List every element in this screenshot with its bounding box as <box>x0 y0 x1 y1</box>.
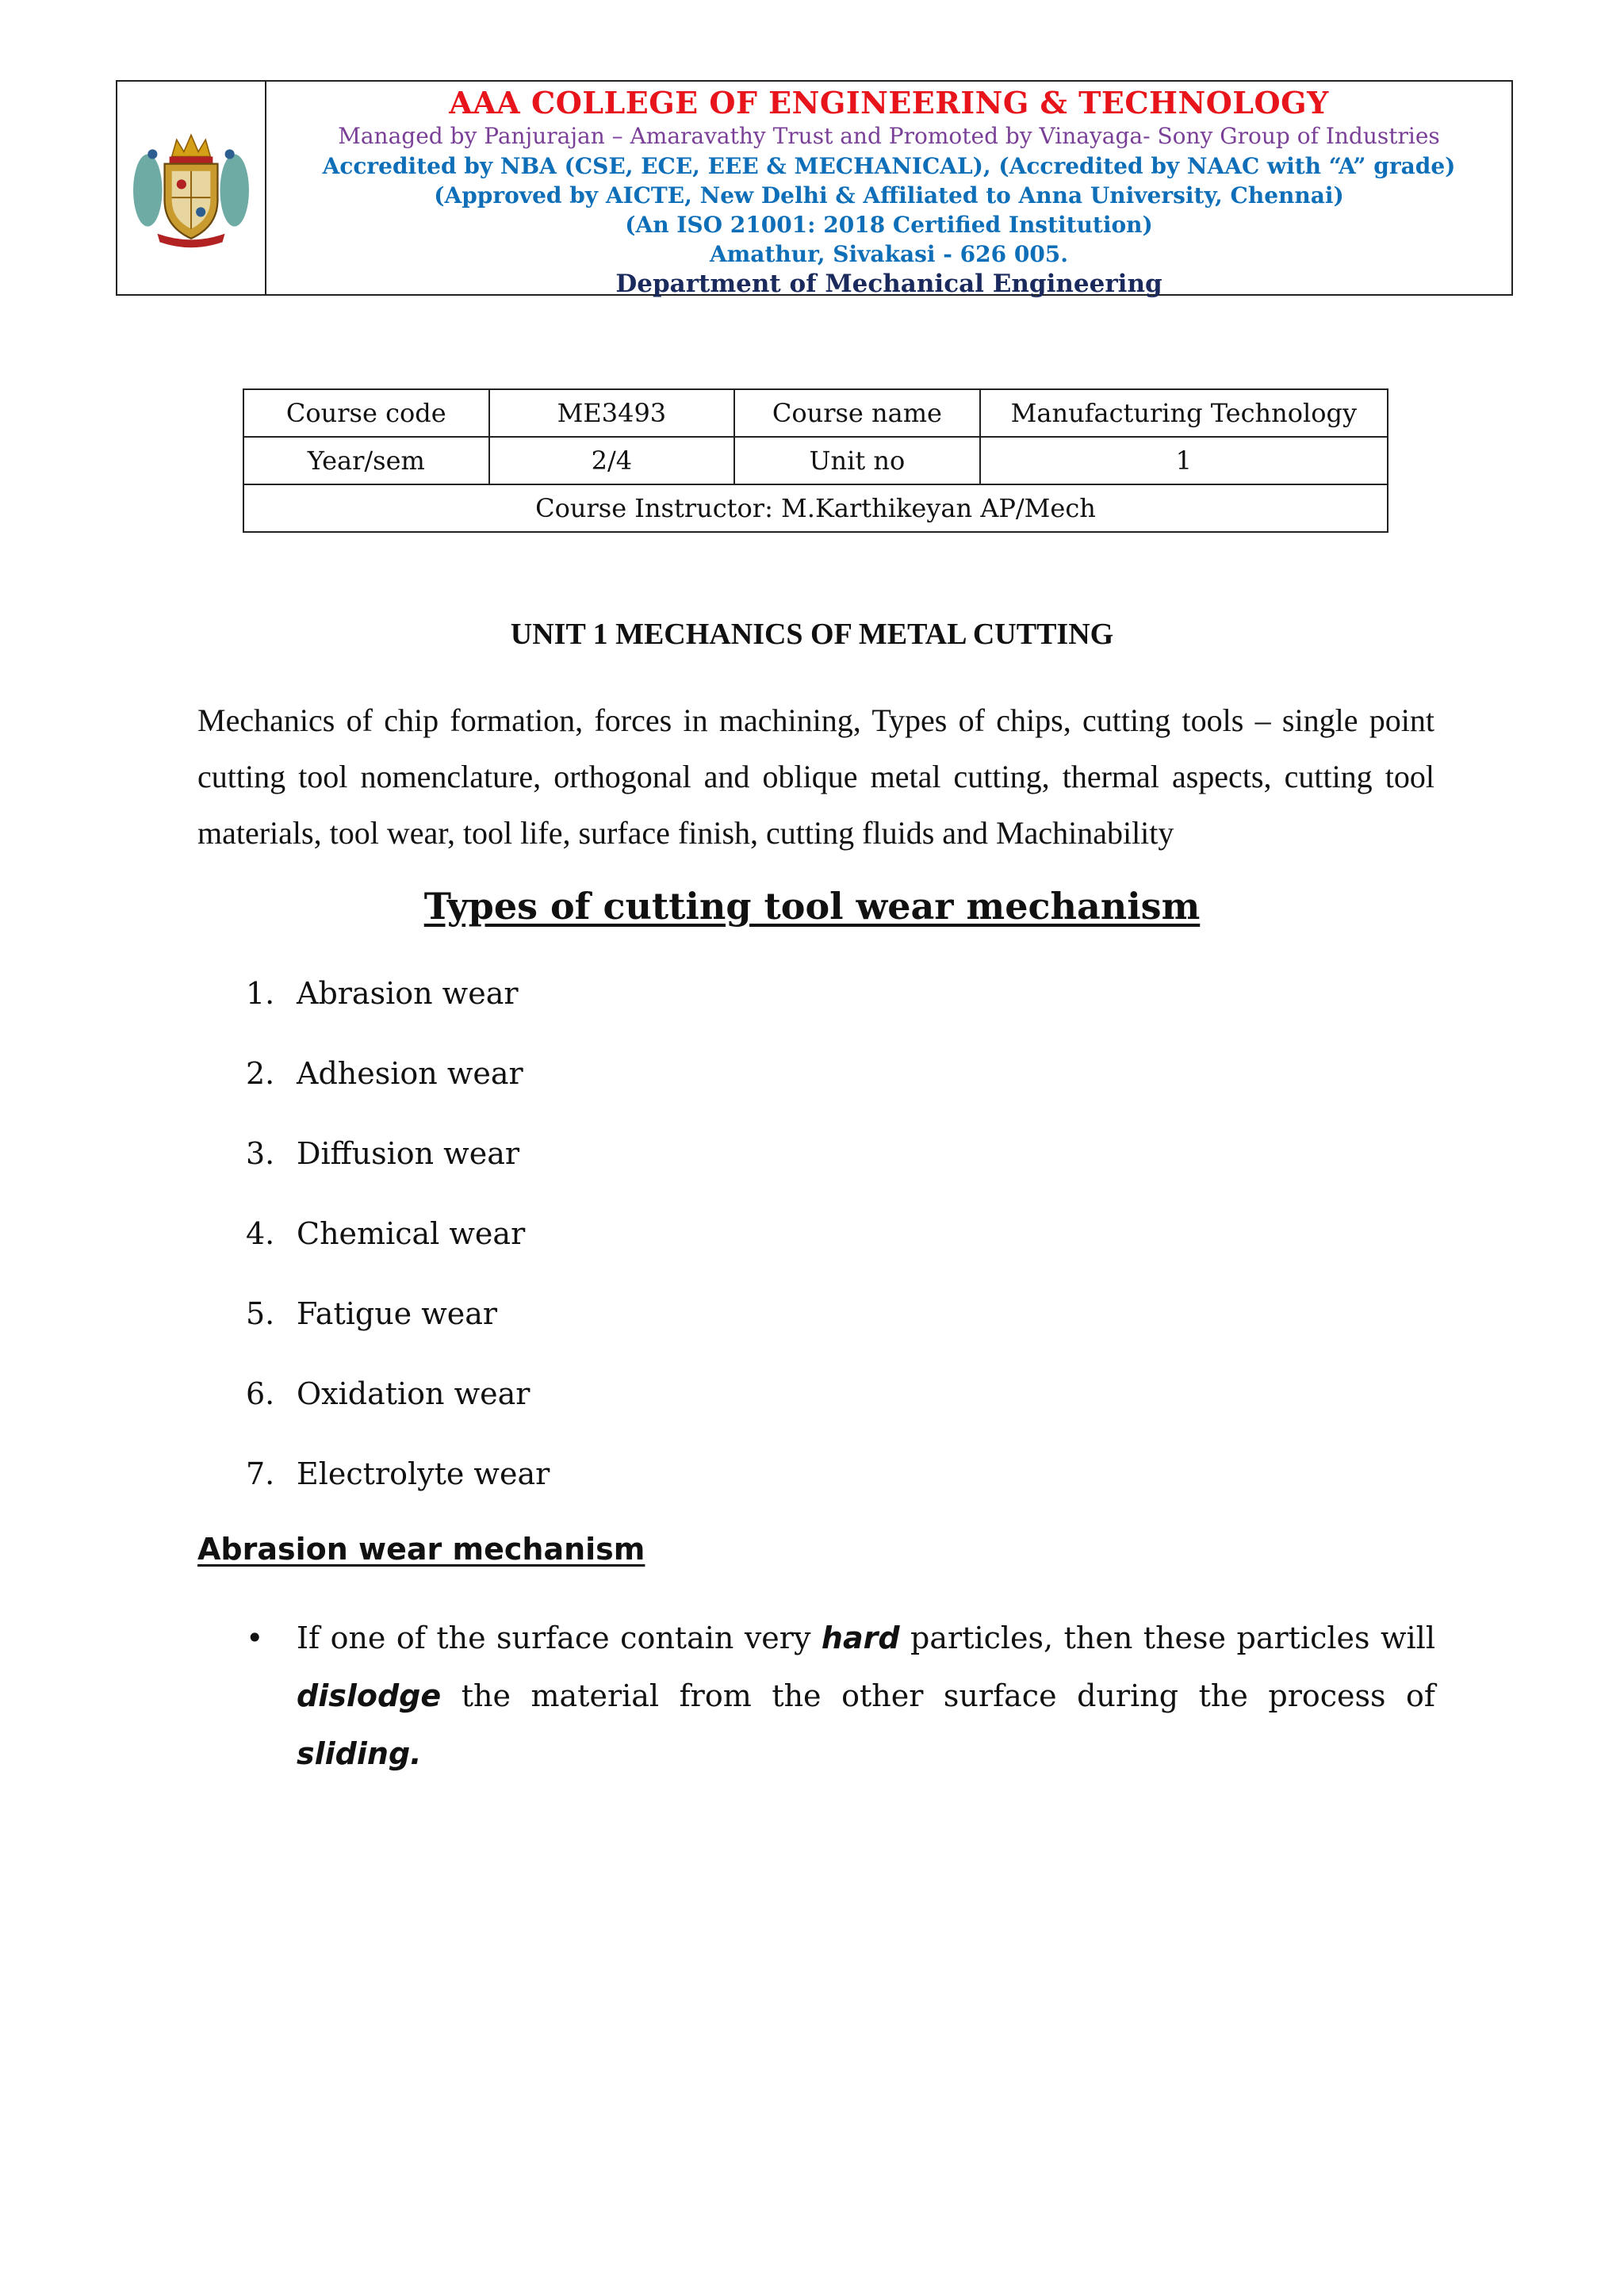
managed-by-line: Managed by Panjurajan – Amaravathy Trust and Promoted by Vinayaga- Sony Group of Industries <box>338 123 1440 149</box>
course-instructor: Course Instructor: M.Karthikeyan AP/Mech <box>243 484 1388 532</box>
list-number: 3. <box>246 1136 275 1171</box>
list-label: Oxidation wear <box>297 1376 530 1411</box>
list-item <box>246 1211 550 1292</box>
list-label: Electrolyte wear <box>297 1456 550 1491</box>
unit-no-value: 1 <box>980 437 1388 484</box>
wear-types-list <box>246 971 550 1532</box>
address-line: Amathur, Sivakasi - 626 005. <box>709 241 1069 267</box>
list-number: 2. <box>246 1056 275 1091</box>
list-number: 4. <box>246 1216 275 1251</box>
list-label: Chemical wear <box>297 1216 526 1251</box>
list-label: Abrasion wear <box>297 976 519 1011</box>
emphasis-hard: hard <box>821 1621 900 1655</box>
list-number: 6. <box>246 1376 275 1411</box>
list-label: Fatigue wear <box>297 1296 498 1331</box>
list-item <box>246 1452 550 1532</box>
list-label: Diffusion wear <box>297 1136 520 1171</box>
iso-line: (An ISO 21001: 2018 Certified Institution) <box>625 212 1153 238</box>
table-row <box>243 389 1388 437</box>
emphasis-dislodge: dislodge <box>297 1678 442 1713</box>
abrasion-wear-heading: Abrasion wear mechanism <box>197 1532 645 1567</box>
institution-info <box>266 82 1511 298</box>
year-sem-value: 2/4 <box>489 437 735 484</box>
institution-name: AAA COLLEGE OF ENGINEERING & TECHNOLOGY <box>449 85 1329 121</box>
course-info-table <box>243 388 1388 533</box>
list-item <box>246 1292 550 1372</box>
list-item <box>246 971 550 1051</box>
abrasion-bullet-item <box>246 1609 1435 1783</box>
accreditation-line: Accredited by NBA (CSE, ECE, EEE & MECHANICAL), (Accredited by NAAC with “A” grade) <box>322 153 1456 179</box>
syllabus-paragraph: Mechanics of chip formation, forces in machining, Types of chips, cutting tools – single point cutting tool nomenclature, orthogonal and oblique metal cutting, thermal aspects, cutting tool materials, tool wear, tool life, surface finish, cutting fluids and Machinability <box>197 702 1434 851</box>
text-run: the material from the other surface during the process of <box>441 1678 1435 1713</box>
list-item <box>246 1051 550 1131</box>
logo-cell <box>117 82 266 294</box>
unit-no-label: Unit no <box>734 437 980 484</box>
year-sem-label: Year/sem <box>243 437 489 484</box>
text-run: particles, then these particles will <box>899 1621 1435 1655</box>
department-line: Department of Mechanical Engineering <box>615 270 1162 298</box>
approval-line: (Approved by AICTE, New Delhi & Affiliated to Anna University, Chennai) <box>434 182 1344 209</box>
college-crest-icon <box>131 128 251 248</box>
institution-header <box>116 80 1513 296</box>
emphasis-sliding: sliding <box>297 1736 411 1771</box>
table-row <box>243 484 1388 532</box>
course-name-value: Manufacturing Technology <box>980 389 1388 437</box>
unit-title: UNIT 1 MECHANICS OF METAL CUTTING <box>510 618 1114 651</box>
text-run-period: . <box>410 1736 422 1771</box>
list-number: 5. <box>246 1296 275 1331</box>
text-run: If one of the surface contain very <box>297 1621 822 1655</box>
list-item <box>246 1372 550 1452</box>
abrasion-description <box>297 1609 1435 1783</box>
course-code-value: ME3493 <box>489 389 735 437</box>
section-title: Types of cutting tool wear mechanism <box>423 885 1201 928</box>
list-number: 1. <box>246 976 275 1011</box>
list-number: 7. <box>246 1456 275 1491</box>
bullet-icon: • <box>246 1621 264 1655</box>
course-code-label: Course code <box>243 389 489 437</box>
course-name-label: Course name <box>734 389 980 437</box>
list-label: Adhesion wear <box>297 1056 523 1091</box>
table-row <box>243 437 1388 484</box>
list-item <box>246 1131 550 1211</box>
